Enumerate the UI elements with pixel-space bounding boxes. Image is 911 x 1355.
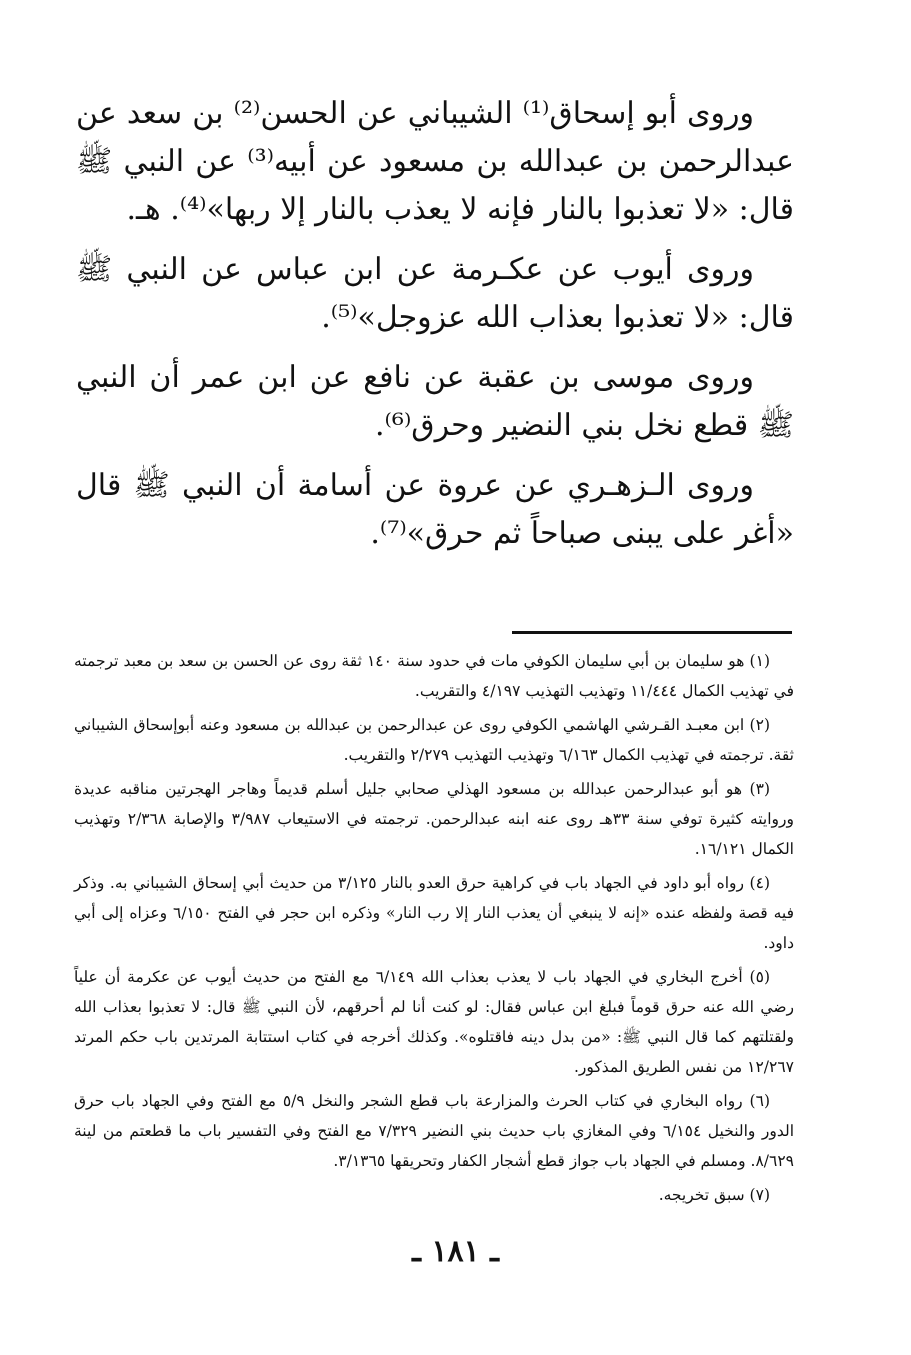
footnote-7: (٧) سبق تخريجه. bbox=[658, 1186, 770, 1204]
footnote-4: (٤) رواه أبو داود في الجهاد باب في كراهية حرق العدو بالنار ٣/١٢٥ من حديث أبي إسحاق الشيباني به. وذكر فيه قصة ولفظه عنده «إنه لا ينبغي أن يعذب النار إلا رب النار» وذكره ابن حجر في الفتح ٦/١٥٠ وعزاه إلى أبي داود. bbox=[74, 874, 794, 952]
main-paragraph: وروى موسى بن عقبة عن نافع عن ابن عمر أن النبي ﷺ قطع نخل بني النضير وحرق⁽⁶⁾. bbox=[76, 360, 794, 443]
footnote-1: (١) هو سليمان بن أبي سليمان الكوفي مات في حدود سنة ١٤٠ ثقة روى عن الحسن بن سعد بن معبد ترجمته في تهذيب الكمال ١١/٤٤٤ وتهذيب التهذيب ٤/١٩٧ والتقريب. bbox=[74, 652, 794, 700]
page-number: ـ ١٨١ ـ bbox=[412, 1234, 499, 1269]
footnote-divider bbox=[512, 631, 792, 634]
main-text bbox=[76, 90, 794, 570]
footnote-2: (٢) ابن معبـد القـرشي الهاشمي الكوفي روى عن عبدالرحمن بن عبدالله بن مسعود وعنه أبوإسحاق الشيباني ثقة. ترجمته في تهذيب الكمال ٦/١٦٣ وتهذيب التهذيب ٢/٢٧٩ والتقريب. bbox=[74, 716, 794, 764]
footnote-6: (٦) رواه البخاري في كتاب الحرث والمزارعة باب قطع الشجر والنخل ٥/٩ مع الفتح وفي الجهاد باب حرق الدور والنخيل ٦/١٥٤ وفي المغازي باب حديث بني النضير ٧/٣٢٩ مع الفتح وفي التفسير باب ما قطعتم من لينة ٨/٦٢٩. ومسلم في الجهاد باب جواز قطع أشجار الكفار وتحريقها ٣/١٣٦٥. bbox=[74, 1092, 794, 1170]
footnote-3: (٣) هو أبو عبدالرحمن عبدالله بن مسعود الهذلي صحابي جليل أسلم قديماً وهاجر الهجرتين مناقبه عديدة وروايته كثيرة توفي سنة ٣٣هـ روى عنه ابنه عبدالرحمن. ترجمته في الاستيعاب ٣/٩٨٧ والإصابة ٢/٣٦٨ وتهذيب الكمال ١٦/١٢١. bbox=[74, 780, 795, 858]
footnote-5: (٥) أخرج البخاري في الجهاد باب لا يعذب بعذاب الله ٦/١٤٩ مع الفتح من حديث أيوب عن عكرمة أن علياً رضي الله عنه حرق قوماً فبلغ ابن عباس فقال: لو كنت أنا لم أحرقهم، لأن النبي ﷺ قال: لا تعذبوا بعذاب الله ولقتلتهم كما قال النبي ﷺ: «من بدل دينه فاقتلوه». وكذلك أخرجه في كتاب استتابة المرتدين باب حكم المرتد ١٢/٢٦٧ من نفس الطريق المذكور. bbox=[74, 968, 794, 1076]
main-paragraph: وروى أبو إسحاق⁽¹⁾ الشيباني عن الحسن⁽²⁾ بن سعد عن عبدالرحمن بن عبدالله بن مسعود عن أبيه⁽³⁾ عن النبي ﷺ قال: «لا تعذبوا بالنار فإنه لا يعذب بالنار إلا ربها»⁽⁴⁾. هـ. bbox=[76, 96, 794, 227]
main-paragraph: وروى أيوب عن عكـرمة عن ابن عباس عن النبي ﷺ قال: «لا تعذبوا بعذاب الله عزوجل»⁽⁵⁾. bbox=[76, 252, 794, 335]
footnotes bbox=[74, 646, 794, 1214]
main-paragraph: وروى الـزهـري عن عروة عن أسامة أن النبي ﷺ قال «أغر على يبنى صباحاً ثم حرق»⁽⁷⁾. bbox=[76, 468, 794, 551]
